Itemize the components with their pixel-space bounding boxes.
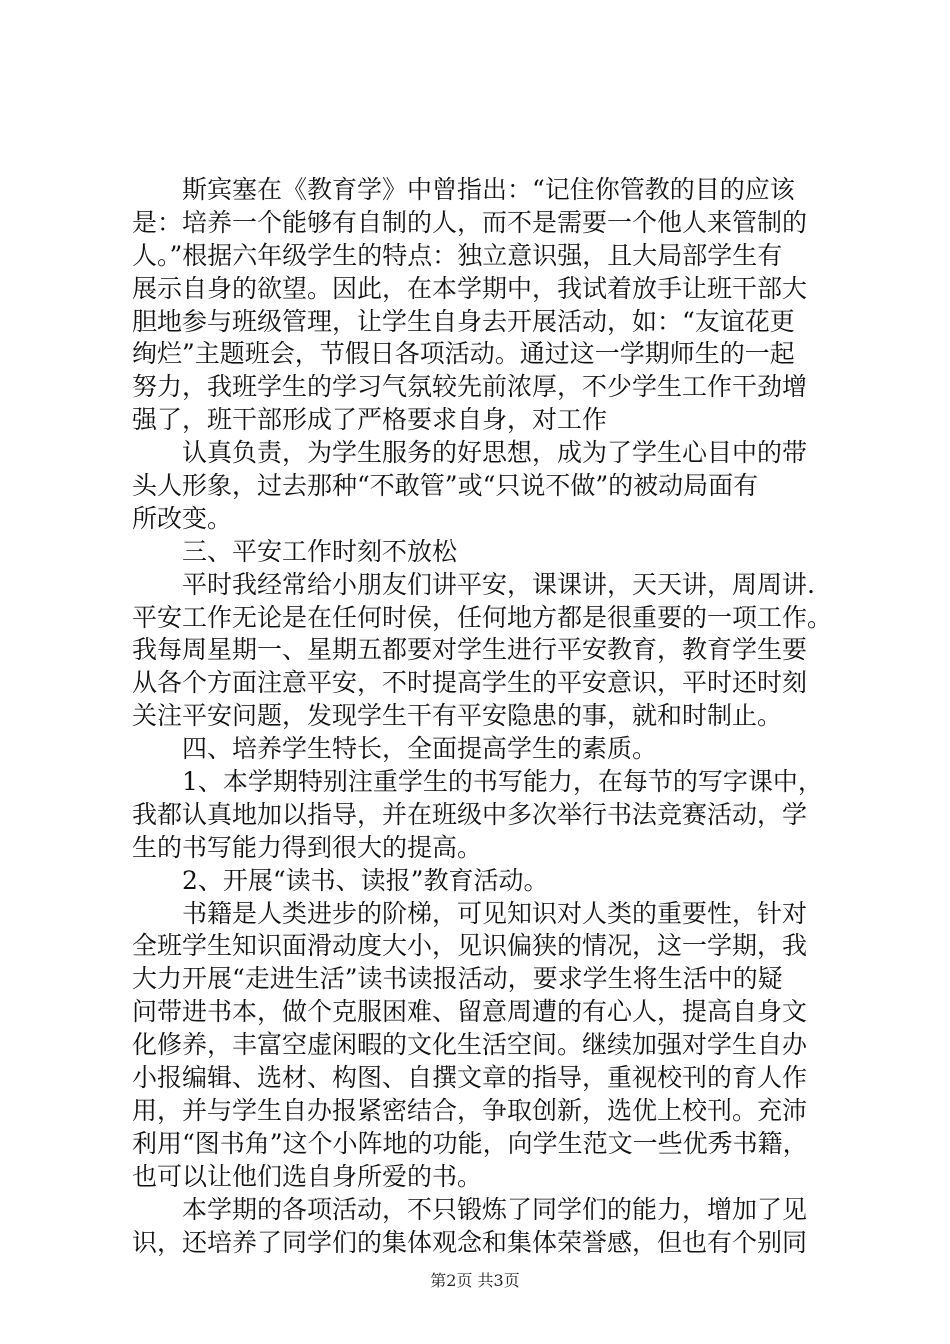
- section-heading: 三、平安工作时刻不放松: [182, 536, 458, 566]
- subsection-heading: 2、开展“读书、读报”教育活动。: [182, 865, 549, 895]
- text-line: 小报编辑、选材、构图、自撰文章的指导，重视校刊的育人作: [132, 1063, 808, 1093]
- page-footer: [0, 1270, 950, 1292]
- text-line: 所改变。: [132, 503, 233, 533]
- text-line: 关注平安问题，发现学生干有平安隐患的事，就和时制止。: [132, 701, 783, 731]
- text-line: 平安工作无论是在任何时侯，任何地方都是很重要的一项工作。: [132, 602, 832, 632]
- text-line: 努力，我班学生的学习气氛较先前浓厚，不少学生工作干劲增: [132, 372, 808, 402]
- text-line: 本学期的各项活动，不只锻炼了同学们的能力，增加了见: [182, 1194, 808, 1224]
- text-line: 斯宾塞在《教育学》中曾指出：“记住你管教的目的应该: [182, 175, 795, 204]
- text-line: 大力开展“走进生活”读书读报活动，要求学生将生活中的疑: [132, 964, 783, 994]
- page-number-label: 第2页 共3页: [430, 1271, 520, 1290]
- text-line: 我每周星期一、星期五都要对学生进行平安教育，教育学生要: [132, 635, 808, 665]
- text-line: 问带进书本，做个克服困难、留意周遭的有心人，提高自身文: [132, 997, 808, 1027]
- text-line: 用，并与学生自办报紧密结合，争取创新，选优上校刊。充沛: [132, 1095, 808, 1125]
- text-line: 胆地参与班级管理，让学生自身去开展活动，如：“友谊花更: [132, 306, 795, 336]
- text-line: 头人形象，过去那种“不敢管”或“只说不做”的被动局面有: [132, 471, 759, 501]
- text-line: 人。”根据六年级学生的特点：独立意识强，且大局部学生有: [132, 240, 783, 270]
- text-line: 从各个方面注意平安，不时提高学生的平安意识，平时还时刻: [132, 668, 808, 698]
- text-line: 识，还培养了同学们的集体观念和集体荣誉感，但也有个别同: [132, 1227, 808, 1257]
- text-line: 也可以让他们选自身所爱的书。: [132, 1161, 483, 1191]
- text-line: 强了，班干部形成了严格要求自身，对工作: [132, 405, 608, 435]
- text-line: 展示自身的欲望。因此，在本学期中，我试着放手让班干部大: [132, 273, 808, 303]
- text-line: 是：培养一个能够有自制的人，而不是需要一个他人来管制的: [132, 207, 808, 237]
- text-line: 书籍是人类进步的阶梯，可见知识对人类的重要性，针对: [182, 898, 808, 928]
- text-line: 我都认真地加以指导，并在班级中多次举行书法竞赛活动，学: [132, 799, 808, 829]
- text-line: 全班学生知识面滑动度大小，见识偏狭的情况，这一学期，我: [132, 931, 808, 961]
- body-text: [132, 174, 832, 1259]
- text-line: 绚烂”主题班会，节假日各项活动。通过这一学期师生的一起: [132, 339, 795, 369]
- text-line: 生的书写能力得到很大的提高。: [132, 832, 483, 862]
- text-line: 1、本学期特别注重学生的书写能力，在每节的写字课中，: [182, 767, 823, 797]
- section-heading: 四、培养学生特长，全面提高学生的素质。: [182, 734, 658, 764]
- text-line: 平时我经常给小朋友们讲平安，课课讲，天天讲，周周讲.: [182, 569, 815, 599]
- text-line: 化修养，丰富空虚闲暇的文化生活空间。继续加强对学生自办: [132, 1030, 808, 1060]
- text-line: 认真负责，为学生服务的好思想，成为了学生心目中的带: [182, 438, 808, 468]
- text-line: 利用“图书角”这个小阵地的功能，向学生范文一些优秀书籍，: [132, 1128, 808, 1158]
